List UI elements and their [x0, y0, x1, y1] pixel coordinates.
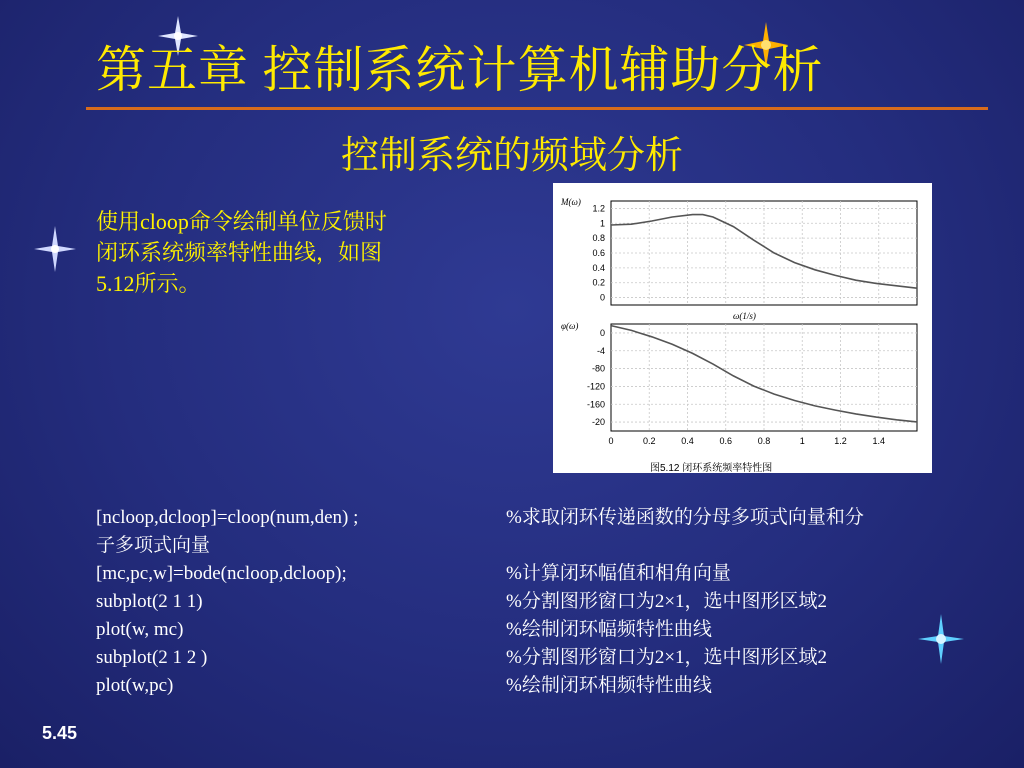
comment-block [506, 504, 864, 700]
figure-caption: 图5.12 闭环系统频率特性图 [650, 463, 773, 473]
x-tick-label: 0.8 [757, 436, 771, 446]
description-line: 闭环系统频率特性曲线，如图 [96, 240, 383, 265]
x-tick-label: 0.2 [642, 436, 656, 446]
description-text [96, 206, 476, 299]
sparkle-star-icon [918, 614, 964, 664]
bottom-y-tick-label: 0 [599, 327, 605, 338]
frequency-response-figure [553, 183, 932, 473]
slide-number: 5.45 [42, 723, 78, 743]
code-line: subplot(2 1 2 ) [96, 647, 208, 668]
bottom-y-tick-label: -160 [586, 399, 605, 410]
top-y-tick-label: 1.2 [592, 203, 605, 214]
top-y-tick-label: 1 [599, 218, 605, 229]
code-line: [mc,pc,w]=bode(ncloop,dcloop); [96, 563, 347, 584]
comment-line: %分割图形窗口为2×1，选中图形区域2 [506, 591, 828, 612]
top-y-tick-label: 0.6 [592, 248, 605, 258]
bottom-y-tick-label: -80 [591, 363, 605, 374]
sparkle-star-icon [34, 226, 76, 272]
comment-line: %绘制闭环幅频特性曲线 [506, 619, 712, 640]
bottom-y-axis-label: φ(ω) [561, 321, 579, 331]
x-tick-label: 1.4 [872, 436, 886, 446]
bottom-y-tick-label: -120 [586, 381, 605, 392]
top-y-tick-label: 0 [599, 292, 605, 303]
code-line: plot(w, mc) [96, 619, 184, 640]
comment-line [506, 532, 864, 560]
top-y-tick-label: 0.2 [592, 277, 605, 288]
x-tick-label: 0.6 [719, 436, 733, 446]
code-line: plot(w,pc) [96, 675, 174, 696]
description-line: 使用cloop命令绘制单位反馈时 [96, 209, 387, 234]
page-title: 第五章 控制系统计算机辅助分析 [96, 42, 824, 98]
x-tick-label: 1.2 [834, 436, 847, 446]
x-tick-label: 0 [608, 436, 614, 446]
code-block [96, 504, 358, 700]
comment-line: %绘制闭环相频特性曲线 [506, 675, 712, 696]
top-y-axis-label: M(ω) [561, 197, 581, 207]
bottom-y-tick-label: -20 [591, 417, 605, 428]
x-tick-label: 0.4 [681, 436, 694, 446]
top-y-tick-label: 0.4 [592, 262, 605, 273]
bottom-y-tick-label: -4 [596, 345, 605, 356]
x-tick-label: 1 [799, 436, 805, 446]
top-x-axis-label: ω(1/s) [733, 311, 756, 321]
comment-line: %计算闭环幅值和相角向量 [506, 563, 731, 584]
code-line: [ncloop,dcloop]=cloop(num,den) ; [96, 507, 359, 528]
comment-line: %分割图形窗口为2×1，选中图形区域2 [506, 647, 828, 668]
code-line: 子多项式向量 [96, 535, 211, 556]
title-divider [86, 107, 988, 110]
comment-line: %求取闭环传递函数的分母多项式向量和分 [506, 507, 864, 528]
code-line: subplot(2 1 1) [96, 591, 203, 612]
top-y-tick-label: 0.8 [592, 233, 605, 244]
description-line: 5.12所示。 [96, 271, 201, 296]
slide-subtitle: 控制系统的频域分析 [340, 135, 683, 177]
